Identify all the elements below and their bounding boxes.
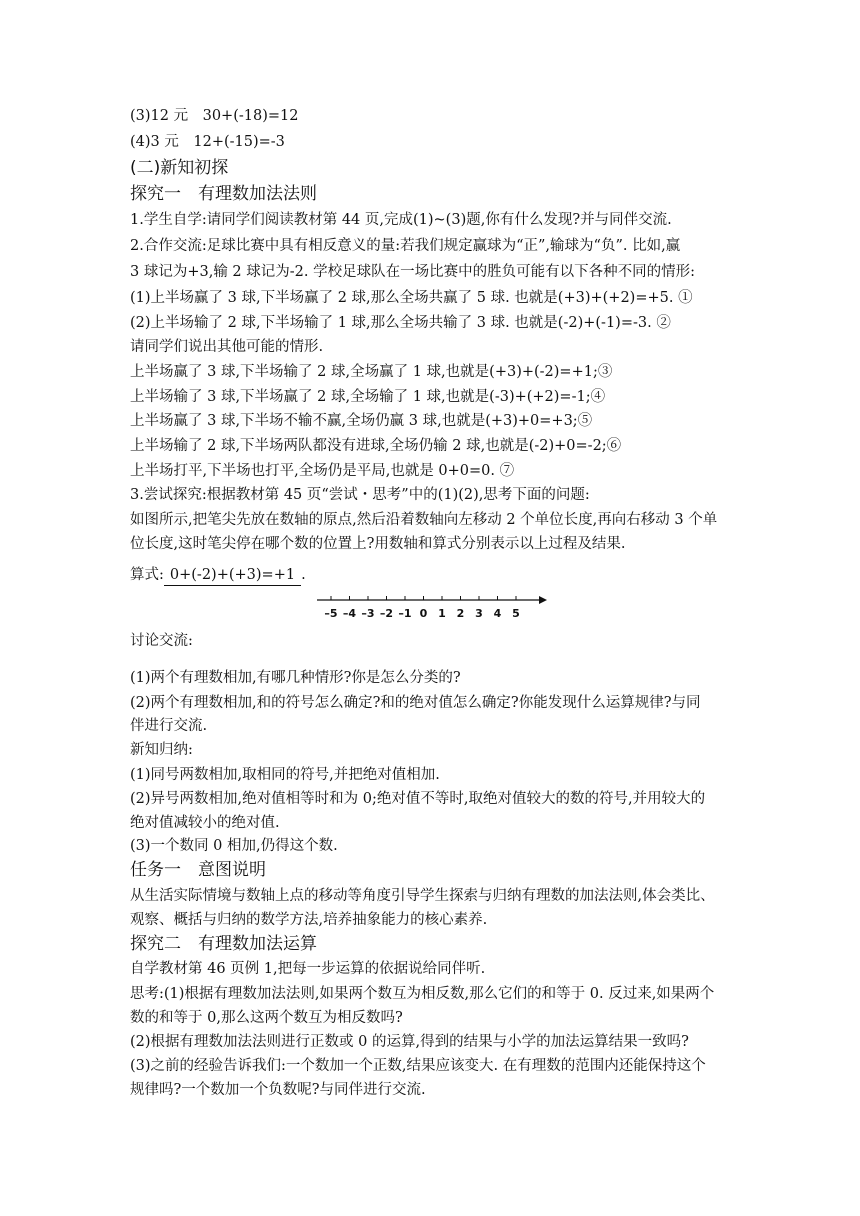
number-line	[315, 592, 550, 622]
rule-line: (1)同号两数相加,取相同的符号,并把绝对值相加.	[130, 767, 440, 783]
paragraph-line: 1.学生自学:请同学们阅读教材第 44 页,完成(1)~(3)题,你有什么发现?并与同伴交流.	[130, 212, 672, 228]
case-line: 上半场输了 2 球,下半场两队都没有进球,全场仍输 2 球,也就是(-2)+0=-2;⑥	[130, 438, 622, 454]
paragraph-line: 自学教材第 46 页例 1,把每一步运算的依据说给同伴听.	[130, 961, 486, 977]
rule-line: (3)一个数同 0 相加,仍得这个数.	[130, 838, 338, 854]
paragraph-line: 数的和等于 0,那么这两个数互为相反数吗?	[130, 1010, 403, 1026]
formula-answer: 0+(-2)+(+3)=+1	[164, 565, 301, 586]
paragraph-line: 2.合作交流:足球比赛中具有相反意义的量:若我们规定赢球为“正”,输球为“负”. 比如,赢	[130, 238, 681, 254]
formula-prefix: 算式:	[130, 567, 164, 583]
number-line-tick-label: –2	[379, 607, 394, 620]
number-line-tick-label: 4	[493, 607, 502, 620]
paragraph-line: 请同学们说出其他可能的情形.	[130, 339, 324, 355]
case-line: 上半场输了 3 球,下半场赢了 2 球,全场输了 1 球,也就是(-3)+(+2)=-1;④	[130, 389, 606, 405]
case-line: 上半场赢了 3 球,下半场输了 2 球,全场赢了 1 球,也就是(+3)+(-2)=+1;③	[130, 364, 613, 380]
number-line-tick-label: –3	[361, 607, 375, 620]
number-line-tick-label: –5	[324, 607, 338, 620]
number-line-tick-label: –1	[398, 607, 412, 620]
question-line: (1)两个有理数相加,有哪几种情形?你是怎么分类的?	[130, 670, 461, 686]
question-line: (2)两个有理数相加,和的符号怎么确定?和的绝对值怎么确定?你能发现什么运算规律?与同	[130, 695, 701, 711]
heading-task-one: 任务一 意图说明	[130, 860, 266, 880]
rule-line: (2)异号两数相加,绝对值相等时和为 0;绝对值不等时,取绝对值较大的数的符号,并用较大的	[130, 791, 706, 807]
number-line-tick-label: 5	[512, 607, 520, 620]
paragraph-line: 观察、概括与归纳的数学方法,培养抽象能力的核心素养.	[130, 912, 488, 928]
paragraph-line: 3 球记为+3,输 2 球记为-2. 学校足球队在一场比赛中的胜负可能有以下各种不同的情形:	[130, 264, 695, 280]
number-line-tick-label: –4	[342, 607, 357, 620]
formula-suffix: .	[301, 567, 306, 583]
number-line-tick-label: 0	[419, 607, 428, 620]
summary-title: 新知归纳:	[130, 742, 193, 758]
paragraph-line: (2)根据有理数加法法则进行正数或 0 的运算,得到的结果与小学的加法运算结果一致吗?	[130, 1034, 689, 1050]
discussion-title: 讨论交流:	[130, 633, 193, 649]
paragraph-line: (3)之前的经验告诉我们:一个数加一个正数,结果应该变大. 在有理数的范围内还能保持这个	[130, 1058, 706, 1074]
case-line: 上半场打平,下半场也打平,全场仍是平局,也就是 0+0=0. ⑦	[130, 463, 515, 479]
paragraph-line: 3.尝试探究:根据教材第 45 页“尝试・思考”中的(1)(2),思考下面的问题:	[130, 487, 590, 503]
number-line-tick-label: 3	[475, 607, 483, 620]
number-line-tick-label: 2	[456, 607, 465, 620]
case-line: (1)上半场赢了 3 球,下半场赢了 2 球,那么全场共赢了 5 球. 也就是(+3)+(+2)=+5. ①	[130, 290, 693, 306]
answer-line-3: (3)12 元 30+(-18)=12	[130, 108, 299, 124]
case-line: 上半场赢了 3 球,下半场不输不赢,全场仍赢 3 球,也就是(+3)+0=+3;⑤	[130, 413, 593, 429]
rule-line: 绝对值减较小的绝对值.	[130, 815, 280, 831]
question-line: 伴进行交流.	[130, 718, 208, 734]
paragraph-line: 位长度,这时笔尖停在哪个数的位置上?用数轴和算式分别表示以上过程及结果.	[130, 536, 626, 552]
paragraph-line: 从生活实际情境与数轴上点的移动等角度引导学生探索与归纳有理数的加法法则,体会类比、	[130, 888, 715, 904]
answer-line-4: (4)3 元 12+(-15)=-3	[130, 134, 285, 150]
heading-explore-two: 探究二 有理数加法运算	[130, 934, 317, 954]
paragraph-line: 如图所示,把笔尖先放在数轴的原点,然后沿着数轴向左移动 2 个单位长度,再向右移动 3 个单	[130, 512, 718, 528]
paragraph-line: 思考:(1)根据有理数加法法则,如果两个数互为相反数,那么它们的和等于 0. 反过来,如果两个	[130, 986, 715, 1002]
formula-line	[130, 565, 306, 586]
number-line-tick-label: 1	[438, 607, 446, 620]
heading-explore-one: 探究一 有理数加法法则	[130, 184, 317, 204]
section-heading-new-knowledge: (二)新知初探	[130, 158, 229, 178]
paragraph-line: 规律吗?一个数加一个负数呢?与同伴进行交流.	[130, 1082, 426, 1098]
case-line: (2)上半场输了 2 球,下半场输了 1 球,那么全场共输了 3 球. 也就是(-2)+(-1)=-3. ②	[130, 315, 671, 331]
number-line-arrow	[539, 596, 547, 604]
